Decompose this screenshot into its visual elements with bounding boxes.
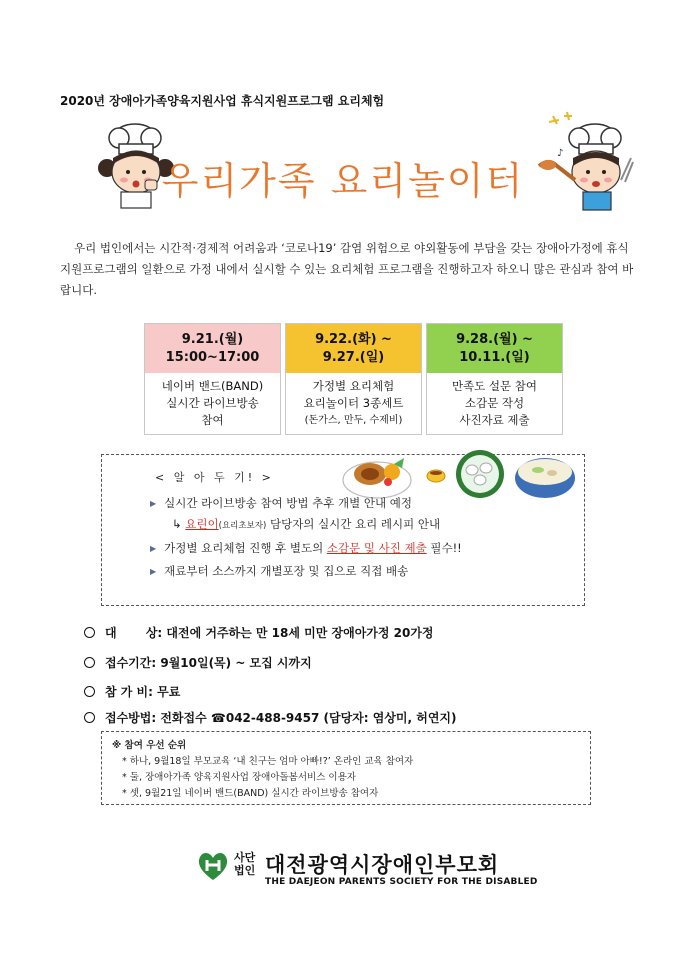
schedule-date bbox=[286, 324, 421, 373]
info-fee bbox=[84, 683, 180, 700]
schedule-desc-line2: 소감문 작성 bbox=[464, 395, 525, 410]
priority-item-3: * 셋, 9월21일 네이버 밴드(BAND) 실시간 라이브방송 참여자 bbox=[122, 788, 379, 799]
sub-arrow-icon: ↳ bbox=[172, 517, 182, 531]
notice-item-2 bbox=[150, 540, 462, 556]
schedule-desc bbox=[286, 373, 421, 433]
info-target-text: 대 상: 대전에 거주하는 만 18세 미만 장애아가정 20가정 bbox=[105, 626, 434, 640]
schedule-date-line1: 9.21.(월) bbox=[181, 331, 244, 347]
notice-item-2-highlight: 소감문 및 사진 제출 bbox=[326, 541, 427, 555]
schedule-desc-line1: 네이버 밴드(BAND) bbox=[161, 378, 264, 393]
info-period bbox=[84, 654, 312, 671]
schedule-card-3 bbox=[426, 323, 563, 435]
phone-icon: ☎ bbox=[210, 711, 226, 725]
schedule-desc-line1: 가정별 요리체험 bbox=[312, 378, 395, 393]
circle-bullet-icon bbox=[84, 627, 95, 638]
page-subtitle: 2020년 장애아가족양육지원사업 휴식지원프로그램 요리체험 bbox=[60, 94, 385, 108]
notice-item-3 bbox=[150, 563, 408, 579]
circle-bullet-icon bbox=[84, 712, 95, 723]
schedule-date-line1: 9.22.(화) ~ bbox=[315, 331, 392, 347]
priority-item-2: * 둘, 장애아가족 양육지원사업 장애아돌봄서비스 이용자 bbox=[122, 772, 356, 783]
notice-item-2-text-a: 가정별 요리체험 진행 후 별도의 bbox=[164, 541, 324, 555]
info-period-text: 접수기간: 9월10일(목) ~ 모집 시까지 bbox=[105, 656, 312, 670]
schedule-date-line2: 9.27.(일) bbox=[322, 349, 385, 365]
triangle-bullet-icon: ▶ bbox=[150, 544, 157, 553]
notice-item-1-text: 실시간 라이브방송 참여 방법 추후 개별 안내 예정 bbox=[164, 496, 412, 510]
notice-sub-item bbox=[172, 516, 440, 532]
priority-item-1: * 하나, 9월18일 부모교육 ‘내 친구는 엄마 아빠!?’ 온라인 교육 참여자 bbox=[122, 756, 414, 767]
info-target bbox=[84, 624, 434, 641]
schedule-date bbox=[145, 324, 280, 373]
schedule-desc-line3: 참여 bbox=[201, 412, 224, 427]
main-title: 우리가족 요리놀이터 bbox=[161, 159, 525, 203]
schedule-date-line2: 15:00~17:00 bbox=[165, 349, 260, 365]
info-method bbox=[84, 709, 457, 726]
notice-item-2-text-c: 필수!! bbox=[430, 541, 462, 555]
yorini-label: 요린이 bbox=[185, 517, 219, 531]
intro-paragraph: 우리 법인에서는 시간적·경제적 어려움과 ‘코로나19’ 감염 위험으로 야외활동에 부담을 갖는 장애아가정에 휴식지원프로그램의 일환으로 가정 내에서 실시할 수 있는 요리체험 프로그램을 진행하고자 하오니 많은 관심과 참여 바랍니다. bbox=[60, 241, 634, 297]
schedule-desc-line1: 만족도 설문 참여 bbox=[451, 378, 538, 393]
info-method-text: 접수방법: 전화접수 bbox=[105, 711, 207, 725]
schedule-card-1 bbox=[144, 323, 281, 435]
triangle-bullet-icon: ▶ bbox=[150, 567, 157, 576]
info-phone-text: 042-488-9457 (담당자: 염상미, 허연지) bbox=[225, 711, 457, 725]
notice-item-3-text: 재료부터 소스까지 개별포장 및 집으로 직접 배송 bbox=[164, 564, 409, 578]
schedule-date-line1: 9.28.(월) ~ bbox=[456, 331, 533, 347]
notice-sub-item-text: 담당자의 실시간 요리 레시피 안내 bbox=[269, 517, 441, 531]
triangle-bullet-icon: ▶ bbox=[150, 499, 157, 508]
priority-heading: ※ 참여 우선 순위 bbox=[112, 740, 187, 751]
organization-name: 대전광역시장애인부모회 bbox=[265, 853, 500, 877]
logo-tag-line2: 법인 bbox=[234, 864, 256, 877]
svg-text:♪: ♪ bbox=[557, 148, 564, 159]
organization-logo-icon bbox=[196, 849, 230, 883]
schedule-desc-line2: 요리놀이터 3종세트 bbox=[303, 395, 404, 410]
schedule-desc-line2: 실시간 라이브방송 bbox=[166, 395, 259, 410]
schedule-date bbox=[427, 324, 562, 373]
chef-boy-illustration bbox=[535, 110, 635, 212]
food-illustrations bbox=[340, 446, 580, 502]
schedule-desc-line3: 사진자료 제출 bbox=[459, 412, 530, 427]
notice-item-1 bbox=[150, 495, 412, 511]
schedule-desc bbox=[145, 373, 280, 433]
notice-heading: < 알 아 두 기! > bbox=[155, 471, 274, 484]
info-fee-text: 참 가 비: 무료 bbox=[105, 685, 181, 699]
schedule-desc-line3: (돈가스, 만두, 수제비) bbox=[304, 414, 403, 426]
schedule-card-2 bbox=[285, 323, 422, 435]
circle-bullet-icon bbox=[84, 686, 95, 697]
logo-tag bbox=[234, 851, 255, 877]
yorini-note: (요리초보자) bbox=[218, 521, 267, 531]
circle-bullet-icon bbox=[84, 657, 95, 668]
schedule-desc bbox=[427, 373, 562, 433]
schedule-date-line2: 10.11.(일) bbox=[459, 349, 530, 365]
logo-tag-line1: 사단 bbox=[234, 851, 256, 864]
organization-name-english: THE DAEJEON PARENTS SOCIETY FOR THE DISABLED bbox=[265, 877, 538, 887]
